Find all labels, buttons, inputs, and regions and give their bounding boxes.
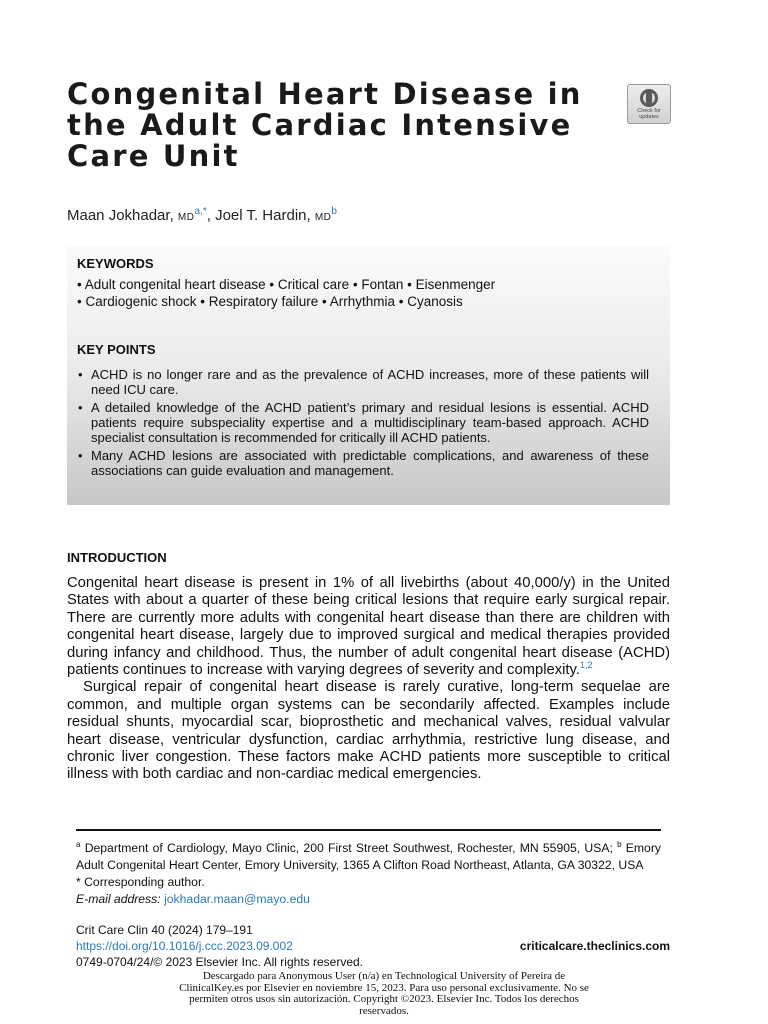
affiliations [76,836,661,874]
citation-block [76,922,670,970]
doi-link[interactable]: https://doi.org/10.1016/j.ccc.2023.09.002 [76,939,293,953]
paragraph-text: Congenital heart disease is present in 1% of all livebirths (about 40,000/y) in the United States with about a quarter of these being critical lesions that require early surgical repair. There are currently more adults with congenital heart disease than there are children with congenital heart disease, largely due to improved surgical and medical therapies provided during infancy and childhood. Thus, the number of adult congenital heart disease (ACHD) patients continues to increase with varying degrees of severity and complexity. [67,575,670,679]
author-line [67,206,337,224]
author-degree: MD [314,212,332,223]
check-for-updates-label: updates [639,114,659,120]
introduction-body [67,575,670,784]
author-name: Maan Jokhadar, [67,207,174,224]
introduction-heading: INTRODUCTION [67,550,167,565]
check-for-updates-label: Check for [637,108,661,114]
key-points-heading: KEY POINTS [77,342,156,357]
journal-citation: Crit Care Clin 40 (2024) 179–191 [76,923,253,937]
article-title [67,79,607,172]
corresponding-author: * Corresponding author. [76,875,205,890]
affiliation-text: Emory Adult Congenital Heart Center, Emory University, 1365 A Clifton Road Northeast, Atlanta, GA 30322, USA [76,841,661,873]
key-point-item: • A detailed knowledge of the ACHD patient’s primary and residual lesions is essential. ACHD patients require subspeciality expertise and a multidisciplinary team-based approach. ACHD specialist consultation is recommended for critically ill ACHD patients. [77,400,649,445]
notice-line: permiten otros usos sin autorización. Copyright ©2023. Elsevier Inc. Todos los derechos [189,993,579,1005]
affiliation-text: Department of Cardiology, Mayo Clinic, 200 First Street Southwest, Rochester, MN 55905, USA; [80,841,618,856]
footnotes [76,836,661,908]
notice-line: Descargado para Anonymous User (n/a) en Technological University of Pereira de [202,970,566,982]
keywords-heading: KEYWORDS [77,256,154,271]
journal-site-link[interactable]: criticalcare.theclinics.com [519,939,670,953]
author-separator: , [206,207,216,224]
author-degree: MD [177,212,195,223]
check-for-updates-button[interactable] [627,84,671,124]
check-for-updates-icon [638,88,660,108]
footnote-divider [76,829,661,831]
key-point-item: • Many ACHD lesions are associated with predictable complications, and awareness of these associations can guide evaluation and management. [77,448,649,478]
title-line: Congenital Heart Disease in [67,77,583,111]
notice-line: ClinicalKey.es por Elsevier en noviembre 15, 2023. Para uso personal exclusivamente. No se [179,981,589,994]
key-point-item: • ACHD is no longer rare and as the prevalence of ACHD increases, more of these patients will need ICU care. [77,367,649,397]
title-line: the Adult Cardiac Intensive [67,108,573,142]
affiliation-mark[interactable]: a,* [194,206,207,217]
download-notice [140,971,628,1017]
keywords-line: • Cardiogenic shock • Respiratory failure • Arrhythmia • Cyanosis [77,294,463,309]
key-points-list [77,367,649,481]
keywords-keypoints-box [67,246,670,505]
paragraph: Surgical repair of congenital heart disease is rarely curative, long-term sequelae are common, and multiple organ systems can be secondarily affected. Examples include residual shunts, myocardial scar, bioprosthetic and mechanical valves, residual valvular heart disease, ventricular dysfunction, cardiac arrhythmia, restrictive lung disease, and chronic liver congestion. These factors make ACHD patients more susceptible to critical illness with both cardiac and non-cardiac medical emergencies. [67,679,670,783]
author-name: Joel T. Hardin, [215,207,311,224]
email-label: E-mail address: [76,892,161,907]
reference-link[interactable]: 1,2 [579,660,593,671]
notice-line: reservados. [359,1004,409,1017]
affiliation-mark: a [76,840,81,849]
paragraph [67,575,670,679]
email-link[interactable]: jokhadar.maan@mayo.edu [164,892,310,907]
title-line: Care Unit [67,139,240,173]
keywords-line: • Adult congenital heart disease • Critical care • Fontan • Eisenmenger [77,277,496,292]
affiliation-mark: b [617,840,622,849]
copyright-line: 0749-0704/24/© 2023 Elsevier Inc. All rights reserved. [76,955,364,969]
affiliation-mark[interactable]: b [331,206,337,217]
email-line [76,891,661,908]
